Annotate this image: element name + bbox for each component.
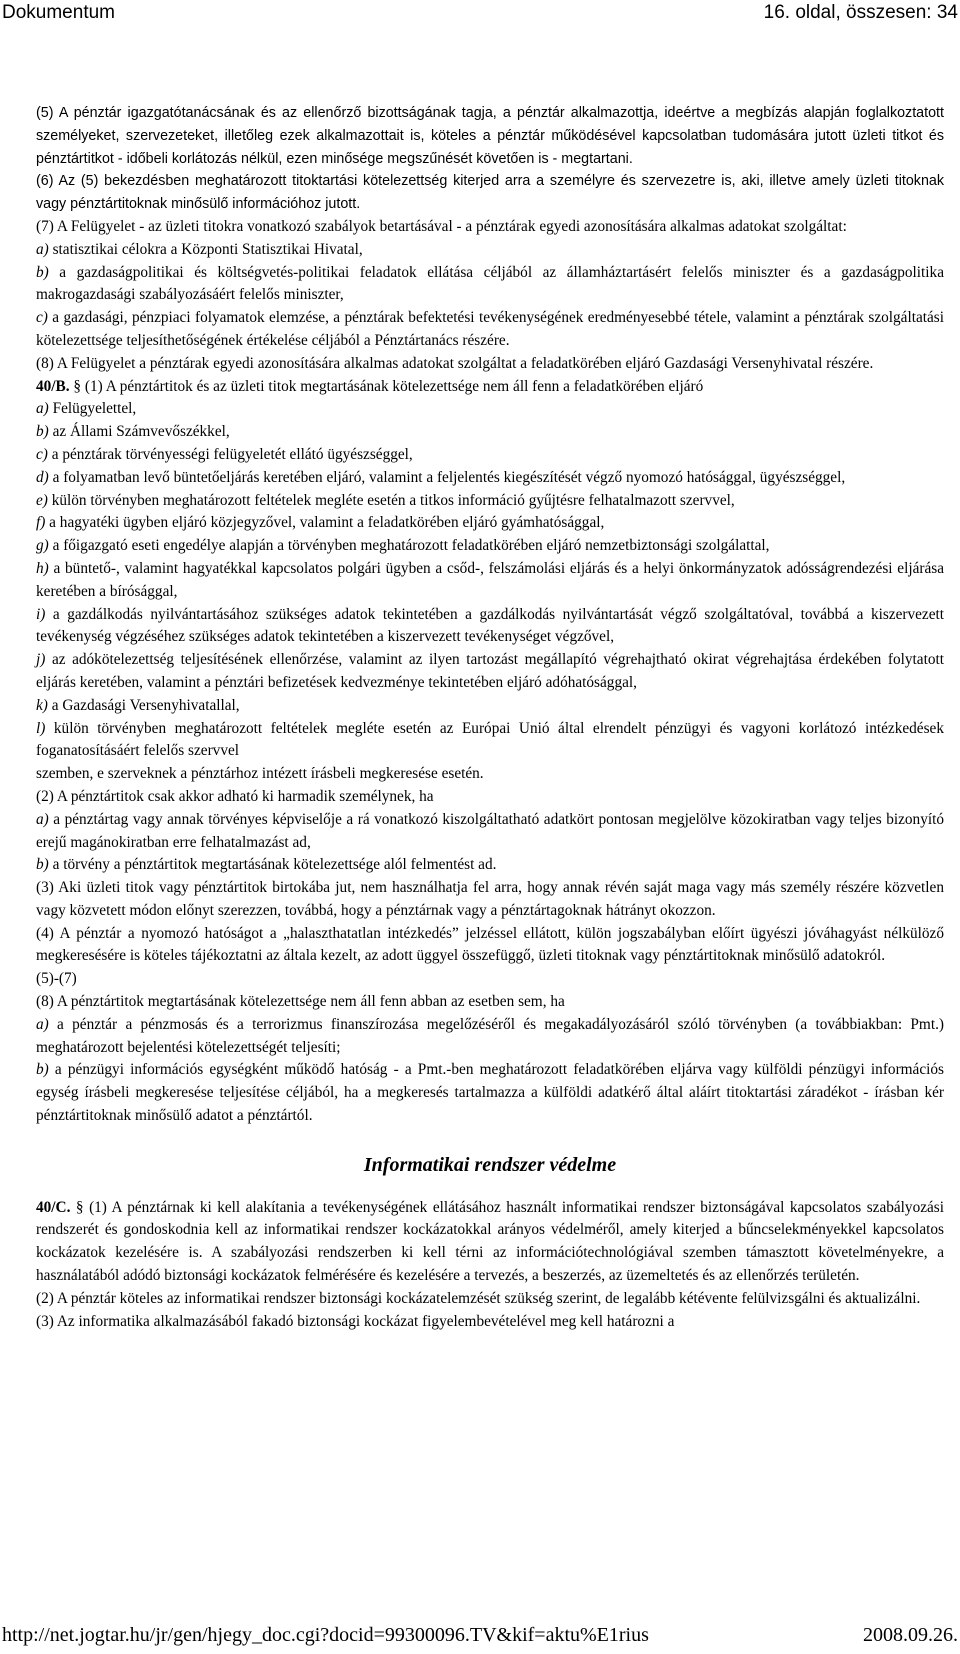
list-item: b) a pénzügyi információs egységként működő hatóság - a Pmt.-ben meghatározott feladatkörében eljárva vagy külföldi pénzügyi információs egység írásbeli megkeresése teljesítése céljából, ha a megkeresés tartalmazza a külföldi adatkérő által aláírt titoktartási záradékot - írásban kér pénztártitoknak minősülő adatot a pénztártól. <box>36 1061 944 1125</box>
section-link[interactable]: § <box>75 1198 84 1216</box>
paragraph-3: (3) Aki üzleti titok vagy pénztártitok birtokába jut, nem használhatja fel arra, hogy annak révén saját maga vagy más személy részére közvetlen vagy közvetett módon előnyt szerezzen, továbbá, hogy a pénztárnak vagy a pénztártagoknak hátrányt okozzon. <box>36 879 944 919</box>
list-item: c) a pénztárak törvényességi felügyeletét ellátó ügyészséggel, <box>36 445 413 463</box>
list-item: b) a gazdaságpolitikai és költségvetés-politikai feladatok ellátása céljából az államháztartásért felelős miniszter és a gazdaságpolitika makrogazdasági szabályozásáért felelős miniszter, <box>36 263 944 304</box>
paragraph-4: (4) A pénztár a nyomozó hatóságot a „halaszthatatlan intézkedés” jelzéssel ellátott, külön jogszabályban előírt ügyészi jóváhagyást nélkülöző megkeresésére is köteles tájékoztatni az általa kezelt, az adott üggyel összefüggő, üzleti titoknak vagy pénztártitoknak minősülő adatokról. <box>36 924 944 965</box>
list-item: b) az Állami Számvevőszékkel, <box>36 423 230 441</box>
paragraph-40c-3: (3) Az informatika alkalmazásából fakadó biztonsági kockázat figyelembevételével meg kell határozni a <box>36 1312 675 1330</box>
print-date: 2008.09.26. <box>863 1624 958 1646</box>
source-url: http://net.jogtar.hu/jr/gen/hjegy_doc.cgi?docid=99300096.TV&kif=aktu%E1rius <box>2 1624 649 1646</box>
list-item: e) külön törvényben meghatározott feltételek megléte esetén a titkos információ gyűjtésre felhatalmazott szervvel, <box>36 491 735 509</box>
list-item: l) külön törvényben meghatározott feltételek megléte esetén az Európai Unió által elrendelt pénzügyi és vagyoni korlátozó intézkedések foganatosításáért felelős szervvel <box>36 719 944 760</box>
list-closing-text: szemben, e szerveknek a pénztárhoz intézett írásbeli megkeresése esetén. <box>36 765 484 783</box>
document-body <box>36 102 944 1333</box>
paragraph-7: (7) A Felügyelet - az üzleti titokra vonatkozó szabályok betartásával - a pénztárak egyedi azonosítására alkalmas adatokat szolgáltat: <box>36 217 847 235</box>
list-item: f) a hagyatéki ügyben eljáró közjegyzővel, valamint a feladatkörében eljáró gyámhatósággal, <box>36 514 605 532</box>
document-title: Dokumentum <box>2 2 115 23</box>
paragraph-8b: (8) A pénztártitok megtartásának kötelezettsége nem áll fenn abban az esetben sem, ha <box>36 993 565 1011</box>
paragraph-2: (2) A pénztártitok csak akkor adható ki harmadik személynek, ha <box>36 787 434 805</box>
list-item: c) a gazdasági, pénzpiaci folyamatok elemzése, a pénztárak befektetési tevékenységének eredményesebbé tétele, valamint a pénztárak szolgáltatási kötelezettsége teljesíthetőségének értékelése céljából a Pénztártanács részére. <box>36 309 944 349</box>
section-title: Informatikai rendszer védelme <box>363 1153 617 1176</box>
page-header <box>0 2 960 32</box>
paragraph-6: (6) Az (5) bekezdésben meghatározott titoktartási kötelezettség kiterjed arra a személyre és szervezetre is, aki, illetve amely üzleti titoknak vagy pénztártitoknak minősülő információhoz jutott. <box>36 173 944 213</box>
list-item: g) a főigazgató eseti engedélye alapján a törvényben meghatározott feladatkörében eljáró nemzetbiztonsági szolgálattal, <box>36 537 770 555</box>
list-item: a) statisztikai célokra a Központi Statisztikai Hivatal, <box>36 240 363 258</box>
section-link[interactable]: § <box>73 377 82 395</box>
list-item: j) az adókötelezettség teljesítésének ellenőrzése, valamint az ilyen tartozást megállapító végrehajtható okirat végrehajtása érdekében folytatott eljárás keretében, valamint a pénztári befizetések kedvezménye tekintetében eljáró adóhatósággal, <box>36 651 944 691</box>
paragraph-8: (8) A Felügyelet a pénztárak egyedi azonosítására alkalmas adatokat szolgáltat a feladatkörében eljáró Gazdasági Versenyhivatal részére. <box>36 354 874 372</box>
list-item: b) a törvény a pénztártitok megtartásának kötelezettsége alól felmentést ad. <box>36 856 497 874</box>
section-40b: 40/B. § (1) A pénztártitok és az üzleti titok megtartásának kötelezettsége nem áll fenn a feladatkörében eljáró <box>36 377 704 395</box>
list-item: k) a Gazdasági Versenyhivatallal, <box>36 696 240 714</box>
list-item: d) a folyamatban levő büntetőeljárás keretében eljáró, valamint a feljelentés kiegészítését végző nyomozó hatósággal, ügyészséggel, <box>36 468 846 486</box>
list-item: h) a büntető-, valamint hagyatékkal kapcsolatos polgári ügyben a csőd-, felszámolási eljárás és a helyi önkormányzatok adósságrendezési eljárása keretében a bírósággal, <box>36 559 944 600</box>
paragraph-5: (5) A pénztár igazgatótanácsának és az ellenőrző bizottságának tagja, a pénztár alkalmazottja, ideértve a megbízás alapján foglalkoztatott személyeket, szervezeteket, illetőleg ezek alkalmazottait is, köteles a pénztár működésével kapcsolatban tudomására jutott üzleti titkot és pénztártitkot - időbeli korlátozás nélkül, ezen minősége megszűnését követően is - megtartani. <box>36 105 944 167</box>
section-40c: 40/C. § (1) A pénztárnak ki kell alakítania a tevékenységének ellátásához használt informatikai rendszer biztonságával kapcsolatos szabályozási rendszerét és gondoskodnia kell az informatikai rendszer kockázatokkal arányos védelméről, amely kiterjed a bűncselekményekkel kapcsolatos kockázatok kezelésére is. A szabályozási rendszerben ki kell térni az információtechnológiával szemben támasztott követelményekre, a használatából adódó biztonsági kockázatok felmérésére és kezelésére a tervezés, a beszerzés, az üzemeltetés és az ellenőrzés területén. <box>36 1198 945 1285</box>
page-footer <box>0 1624 960 1654</box>
paragraph-40c-2: (2) A pénztár köteles az informatikai rendszer biztonsági kockázatelemzését szükség szerint, de legalább kétévente felülvizsgálni és aktualizálni. <box>36 1289 921 1307</box>
list-item: i) a gazdálkodás nyilvántartásához szükséges adatok tekintetében a gazdálkodás nyilvántartását végző szolgáltatóval, továbbá a kiszervezett tevékenység végzéséhez szükséges adatok tekintetében a kiszervezett tevékenységet végzővel, <box>36 605 944 646</box>
page-counter: 16. oldal, összesen: 34 <box>763 2 958 23</box>
list-item: a) Felügyelettel, <box>36 400 137 418</box>
list-item: a) a pénztár a pénzmosás és a terrorizmus finanszírozása megelőzéséről és megakadályozásáról szóló törvényben (a továbbiakban: Pmt.) meghatározott bejelentési kötelezettségét teljesíti; <box>36 1015 944 1056</box>
paragraph-5-7: (5)-(7) <box>36 970 77 988</box>
list-item: a) a pénztártag vagy annak törvényes képviselője a rá vonatkozó kiszolgáltatható adatkört pontosan megjelölve közokiratban vagy teljes bizonyító erejű magánokiratban erre felhatalmazást ad, <box>36 810 944 851</box>
